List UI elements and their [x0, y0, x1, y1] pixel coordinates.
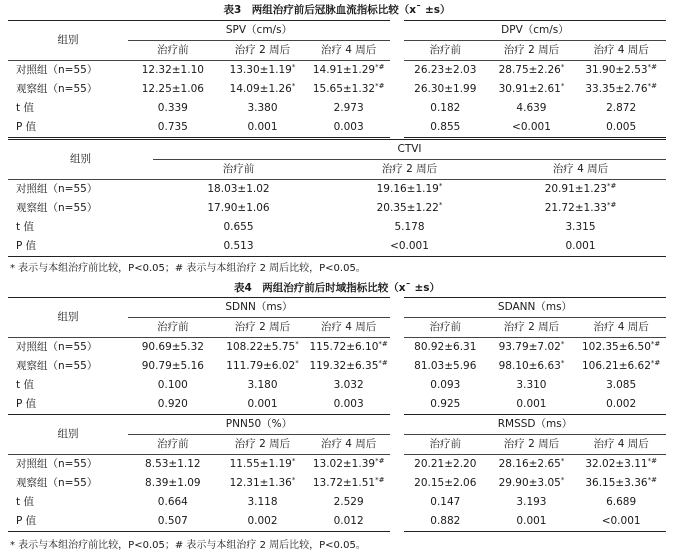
cell-value: 20.15±2.06 [414, 477, 477, 489]
significance-mark: * [438, 182, 443, 190]
cell-value: 0.003 [333, 121, 364, 133]
table-cell [153, 237, 324, 257]
time-col-header: 治疗前 [157, 438, 189, 450]
sdann-header: SDANN（ms） [397, 298, 666, 318]
significance-mark: * [291, 457, 296, 465]
table-cell [218, 338, 308, 358]
cell-value: 90.69±5.32 [141, 341, 204, 353]
table-cell [128, 80, 218, 99]
cell-value: 3.032 [333, 379, 364, 391]
table-cell [218, 376, 308, 395]
table-cell [487, 99, 577, 118]
table-cell [128, 338, 218, 358]
table-cell [576, 493, 666, 512]
table-cell [576, 61, 666, 81]
table-row [8, 512, 666, 532]
cell-value: 0.003 [333, 398, 364, 410]
table-cell [397, 357, 487, 376]
table3-title: 表3 两组治疗前后冠脉血流指标比较（x¯ ±s） [223, 4, 451, 16]
table-cell [576, 455, 666, 475]
row-label: 对照组（n=55） [16, 64, 98, 76]
table3-footnote: * 表示与本组治疗前比较，P<0.05；# 表示与本组治疗 2 周后比较，P<0.05。 [10, 263, 366, 274]
row-label: P 值 [16, 515, 37, 527]
significance-mark: *# [375, 476, 385, 484]
table-cell [153, 180, 324, 200]
table-cell [128, 61, 218, 81]
cell-value: 0.925 [430, 398, 461, 410]
cell-value: 14.91±1.29 [312, 64, 376, 76]
table-cell [307, 493, 397, 512]
cell-value: 90.79±5.16 [141, 360, 204, 372]
cell-value: 2.872 [606, 102, 637, 114]
time-col-header: 治疗 2 周后 [503, 321, 560, 333]
table4-part1 [8, 297, 666, 415]
cell-value: 13.30±1.19 [229, 64, 292, 76]
cell-value: 106.21±6.62 [581, 360, 651, 372]
table-row [8, 493, 666, 512]
table-cell [576, 80, 666, 99]
table-cell [397, 61, 487, 81]
cell-value: 3.315 [565, 221, 596, 233]
row-label: 观察组（n=55） [16, 202, 98, 214]
cell-value: 6.689 [606, 496, 637, 508]
significance-mark: * [291, 63, 296, 71]
row-label: 对照组（n=55） [16, 183, 98, 195]
cell-value: 3.193 [516, 496, 547, 508]
table-cell [307, 338, 397, 358]
table-cell [128, 512, 218, 532]
significance-mark: * [560, 476, 565, 484]
table-cell [397, 338, 487, 358]
cell-value: 0.012 [333, 515, 364, 527]
table-cell [307, 474, 397, 493]
table-cell [307, 357, 397, 376]
table-cell [487, 118, 577, 138]
cell-value: 102.35±6.50 [581, 341, 651, 353]
table-cell [128, 376, 218, 395]
cell-value: 108.22±5.75 [226, 341, 296, 353]
cell-value: 36.15±3.36 [585, 477, 648, 489]
time-col-header: 治疗 2 周后 [503, 438, 560, 450]
table-cell [487, 474, 577, 493]
table-cell [495, 218, 666, 237]
cell-value: 93.79±7.02 [498, 341, 561, 353]
cell-value: 14.09±1.26 [229, 83, 292, 95]
table-cell [487, 61, 577, 81]
time-col-header: 治疗 4 周后 [552, 163, 609, 175]
row-label: t 值 [16, 221, 34, 233]
cell-value: 81.03±5.96 [414, 360, 477, 372]
table-cell [324, 180, 495, 200]
cell-value: 111.79±6.02 [226, 360, 296, 372]
sdnn-header: SDNN（ms） [128, 298, 397, 318]
cell-value: 4.639 [516, 102, 547, 114]
table-cell [218, 80, 308, 99]
cell-value: 5.178 [394, 221, 425, 233]
cell-value: 0.002 [606, 398, 637, 410]
cell-value: 3.085 [606, 379, 637, 391]
table-row [8, 237, 666, 257]
table-cell [218, 512, 308, 532]
cell-value: 20.35±1.22 [376, 202, 439, 214]
cell-value: 0.182 [430, 102, 461, 114]
significance-mark: * [560, 457, 565, 465]
table-cell [324, 237, 495, 257]
row-label: 对照组（n=55） [16, 341, 98, 353]
table-cell [128, 99, 218, 118]
table-cell [218, 357, 308, 376]
spv-header: SPV（cm/s） [128, 21, 397, 41]
table4-footnote: * 表示与本组治疗前比较，P<0.05；# 表示与本组治疗 2 周后比较，P<0.05。 [10, 540, 366, 551]
table-row [8, 455, 666, 475]
cell-value: 3.180 [247, 379, 278, 391]
table-cell [397, 474, 487, 493]
time-col-header: 治疗 2 周后 [503, 44, 560, 56]
time-col-header: 治疗 4 周后 [320, 321, 377, 333]
table-row [8, 357, 666, 376]
time-col-header: 治疗 4 周后 [320, 44, 377, 56]
ctvi-header: CTVI [153, 140, 666, 160]
significance-mark: * [560, 359, 565, 367]
significance-mark: * [295, 340, 299, 348]
pnn50-header: PNN50（%） [128, 415, 397, 435]
table-cell [576, 376, 666, 395]
table-cell [128, 474, 218, 493]
table-cell [487, 455, 577, 475]
table-row [8, 395, 666, 415]
table-cell [487, 357, 577, 376]
significance-mark: * [560, 82, 565, 90]
cell-value: 32.02±3.11 [585, 458, 648, 470]
cell-value: 0.001 [516, 515, 547, 527]
table-row [8, 218, 666, 237]
table-cell [576, 395, 666, 415]
row-label: 观察组（n=55） [16, 83, 98, 95]
cell-value: 21.72±1.33 [544, 202, 607, 214]
time-col-header: 治疗 4 周后 [593, 44, 649, 56]
cell-value: 0.002 [247, 515, 278, 527]
row-label: t 值 [16, 379, 34, 391]
cell-value: <0.001 [390, 240, 429, 252]
table-cell [218, 455, 308, 475]
time-col-header: 治疗 4 周后 [593, 321, 649, 333]
cell-value: 0.735 [157, 121, 188, 133]
cell-value: 0.339 [157, 102, 188, 114]
table-cell [153, 199, 324, 218]
significance-mark: *# [647, 82, 657, 90]
cell-value: <0.001 [601, 515, 641, 527]
table-cell [324, 218, 495, 237]
cell-value: 3.310 [516, 379, 547, 391]
table-cell [576, 338, 666, 358]
table-row [8, 338, 666, 358]
table-cell [487, 376, 577, 395]
cell-value: 119.32±6.35 [309, 360, 379, 372]
row-label: P 值 [16, 240, 37, 252]
table-cell [128, 357, 218, 376]
significance-mark: *# [647, 476, 657, 484]
table-cell [397, 80, 487, 99]
cell-value: 0.664 [157, 496, 188, 508]
cell-value: 0.001 [247, 398, 278, 410]
cell-value: 0.001 [565, 240, 596, 252]
significance-mark: *# [650, 340, 661, 348]
time-col-header: 治疗 2 周后 [234, 438, 291, 450]
time-col-header: 治疗 2 周后 [234, 44, 291, 56]
time-col-header: 治疗前 [222, 163, 255, 175]
cell-value: 28.75±2.26 [498, 64, 561, 76]
table-cell [218, 474, 308, 493]
table-cell [307, 99, 397, 118]
time-col-header: 治疗前 [157, 321, 189, 333]
cell-value: 98.10±6.63 [498, 360, 561, 372]
table-cell [218, 99, 308, 118]
cell-value: 28.16±2.65 [498, 458, 561, 470]
table-row [8, 118, 666, 138]
cell-value: 0.001 [516, 398, 547, 410]
table4-part2 [8, 414, 666, 532]
cell-value: 12.31±1.36 [229, 477, 292, 489]
table-cell [576, 474, 666, 493]
row-label: 对照组（n=55） [16, 458, 98, 470]
cell-value: 12.32±1.10 [141, 64, 204, 76]
cell-value: 13.72±1.51 [312, 477, 376, 489]
table-cell [307, 395, 397, 415]
cell-value: 0.855 [430, 121, 461, 133]
group-header: 组别 [57, 34, 79, 46]
table-cell [307, 455, 397, 475]
table-row [8, 199, 666, 218]
table-cell [487, 493, 577, 512]
table-cell [495, 180, 666, 200]
cell-value: 0.882 [430, 515, 461, 527]
table-row [8, 99, 666, 118]
group-header: 组别 [70, 153, 91, 165]
significance-mark: *# [378, 340, 388, 348]
significance-mark: * [291, 82, 296, 90]
significance-mark: *# [606, 201, 617, 209]
table-row [8, 80, 666, 99]
table-cell [307, 118, 397, 138]
table-cell [487, 395, 577, 415]
row-label: 观察组（n=55） [16, 360, 98, 372]
time-col-header: 治疗前 [397, 435, 487, 455]
group-header: 组别 [57, 311, 79, 323]
cell-value: 17.90±1.06 [207, 202, 270, 214]
cell-value: 8.53±1.12 [145, 458, 201, 470]
table-cell [128, 118, 218, 138]
table-cell [487, 512, 577, 532]
row-label: P 值 [16, 398, 37, 410]
significance-mark: * [291, 476, 296, 484]
cell-value: 80.92±6.31 [414, 341, 477, 353]
table-cell [397, 455, 487, 475]
cell-value: 30.91±2.61 [498, 83, 561, 95]
cell-value: 3.118 [247, 496, 278, 508]
significance-mark: *# [375, 457, 385, 465]
dpv-header: DPV（cm/s） [397, 21, 666, 41]
rmssd-header: RMSSD（ms） [397, 415, 666, 435]
table-cell [307, 80, 397, 99]
cell-value: 0.147 [430, 496, 461, 508]
cell-value: 19.16±1.19 [376, 183, 439, 195]
row-label: 观察组（n=55） [16, 477, 98, 489]
table-cell [397, 376, 487, 395]
cell-value: 12.25±1.06 [141, 83, 204, 95]
table-cell [128, 395, 218, 415]
table-cell [307, 61, 397, 81]
cell-value: 0.100 [157, 379, 188, 391]
table-cell [487, 338, 577, 358]
table-cell [576, 118, 666, 138]
cell-value: 20.91±1.23 [544, 183, 607, 195]
significance-mark: *# [647, 457, 657, 465]
table3-part2 [8, 139, 666, 257]
significance-mark: * [560, 340, 565, 348]
cell-value: 20.21±2.20 [414, 458, 477, 470]
time-col-header: 治疗前 [397, 318, 487, 338]
table-cell [397, 395, 487, 415]
cell-value: 2.529 [333, 496, 364, 508]
table-cell [576, 99, 666, 118]
row-label: t 值 [16, 496, 34, 508]
cell-value: 0.005 [606, 121, 637, 133]
table-cell [324, 199, 495, 218]
time-col-header: 治疗 4 周后 [593, 438, 649, 450]
significance-mark: *# [650, 359, 661, 367]
significance-mark: *# [378, 359, 388, 367]
significance-mark: *# [606, 182, 617, 190]
significance-mark: * [560, 63, 565, 71]
table-cell [397, 99, 487, 118]
table-cell [397, 493, 487, 512]
cell-value: 115.72±6.10 [309, 341, 379, 353]
row-label: t 值 [16, 102, 34, 114]
significance-mark: * [295, 359, 299, 367]
cell-value: 0.001 [247, 121, 278, 133]
significance-mark: *# [375, 63, 385, 71]
table-cell [397, 512, 487, 532]
cell-value: 13.02±1.39 [312, 458, 376, 470]
time-col-header: 治疗前 [157, 44, 189, 56]
cell-value: <0.001 [512, 121, 551, 133]
cell-value: 15.65±1.32 [312, 83, 376, 95]
table4-title: 表4 两组治疗前后时域指标比较（x¯ ±s） [233, 282, 441, 294]
table-cell [307, 512, 397, 532]
table-cell [128, 455, 218, 475]
table-cell [576, 357, 666, 376]
cell-value: 8.39±1.09 [145, 477, 201, 489]
table-cell [218, 118, 308, 138]
table-row [8, 61, 666, 81]
table-cell [487, 80, 577, 99]
table-cell [495, 237, 666, 257]
row-label: P 值 [16, 121, 37, 133]
table-cell [218, 493, 308, 512]
significance-mark: * [438, 201, 443, 209]
time-col-header: 治疗前 [397, 41, 487, 61]
cell-value: 31.90±2.53 [585, 64, 648, 76]
table3-part1 [8, 20, 666, 138]
cell-value: 0.513 [223, 240, 254, 252]
table-cell [307, 376, 397, 395]
time-col-header: 治疗 2 周后 [381, 163, 438, 175]
significance-mark: *# [375, 82, 385, 90]
cell-value: 0.655 [223, 221, 254, 233]
cell-value: 26.23±2.03 [414, 64, 477, 76]
cell-value: 26.30±1.99 [414, 83, 477, 95]
cell-value: 2.973 [333, 102, 364, 114]
table-row [8, 474, 666, 493]
cell-value: 11.55±1.19 [229, 458, 292, 470]
table-cell [397, 118, 487, 138]
cell-value: 33.35±2.76 [585, 83, 648, 95]
table-row [8, 376, 666, 395]
cell-value: 18.03±1.02 [207, 183, 270, 195]
cell-value: 0.920 [157, 398, 188, 410]
table-row [8, 180, 666, 200]
cell-value: 3.380 [247, 102, 278, 114]
group-header: 组别 [57, 428, 79, 440]
table-cell [218, 395, 308, 415]
table-cell [495, 199, 666, 218]
time-col-header: 治疗 2 周后 [234, 321, 291, 333]
cell-value: 0.507 [157, 515, 188, 527]
table-cell [576, 512, 666, 532]
table-cell [218, 61, 308, 81]
cell-value: 0.093 [430, 379, 461, 391]
time-col-header: 治疗 4 周后 [320, 438, 377, 450]
cell-value: 29.90±3.05 [498, 477, 561, 489]
table-cell [153, 218, 324, 237]
significance-mark: *# [647, 63, 657, 71]
table-cell [128, 493, 218, 512]
